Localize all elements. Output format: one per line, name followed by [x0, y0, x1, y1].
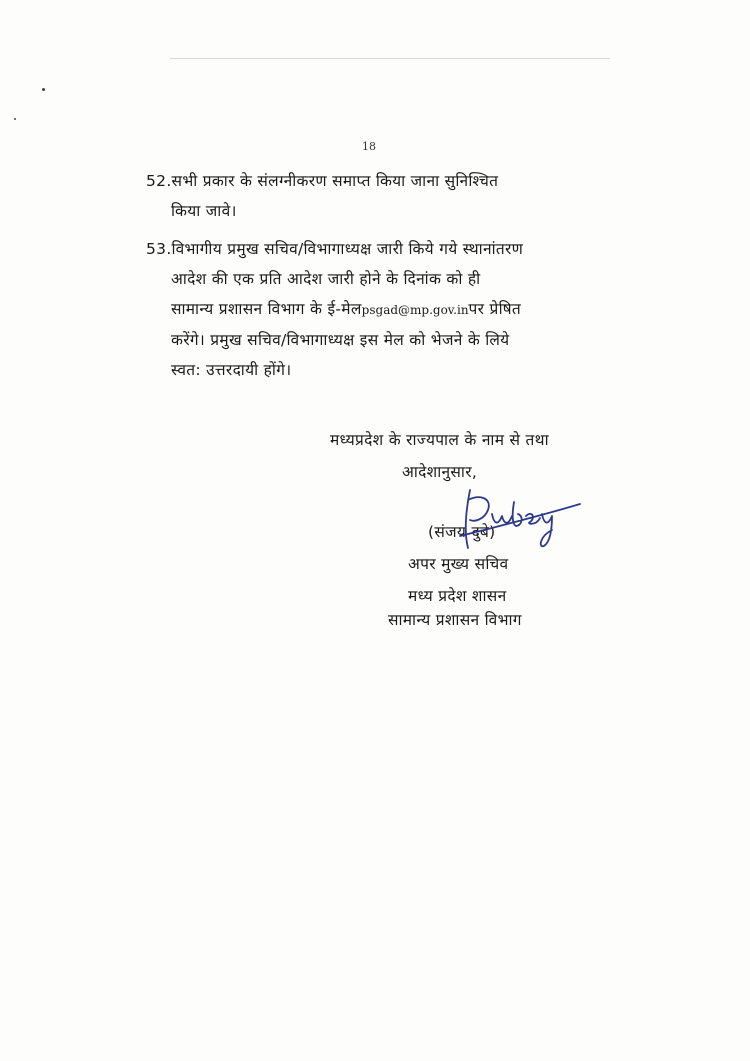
signature-authority-line: मध्यप्रदेश के राज्यपाल के नाम से तथा	[330, 431, 549, 449]
email-address: psgad@mp.gov.in	[361, 303, 469, 317]
paragraph-53-line-5: स्वत: उत्तरदायी होंगे।	[171, 361, 292, 379]
paragraph-53-line-3	[146, 294, 646, 325]
email-prefix-text: सामान्य प्रशासन विभाग के ई-मेल	[171, 300, 362, 318]
paragraph-53-line-4: करेंगे। प्रमुख सचिव/विभागाध्यक्ष इस मेल को भेजने के लिये	[171, 331, 510, 349]
page-number: 18	[362, 140, 376, 153]
paragraph-52	[146, 166, 646, 226]
email-suffix-text: पर प्रेषित	[468, 300, 522, 318]
top-divider	[170, 58, 610, 59]
paragraph-53-line-2: आदेश की एक प्रति आदेश जारी होने के दिनांक को ही	[171, 270, 481, 288]
paragraph-53-line-1: 53.विभागीय प्रमुख सचिव/विभागाध्यक्ष जारी किये गये स्थानांतरण	[146, 240, 524, 258]
handwritten-signature	[440, 480, 590, 560]
paragraph-53	[146, 234, 646, 385]
signatory-department: सामान्य प्रशासन विभाग	[388, 611, 522, 629]
signature-order-line: आदेशानुसार,	[402, 463, 478, 481]
signatory-designation: अपर मुख्य सचिव	[408, 555, 509, 573]
scan-speck	[42, 88, 45, 91]
paragraph-52-line-2: किया जावे।	[171, 202, 237, 220]
signatory-name: (संजय दुबे)	[428, 523, 496, 541]
signatory-government: मध्य प्रदेश शासन	[408, 587, 507, 605]
scan-speck	[14, 118, 16, 120]
paragraph-52-line-1: 52.सभी प्रकार के संलग्नीकरण समाप्त किया जाना सुनिश्चित	[146, 172, 499, 190]
